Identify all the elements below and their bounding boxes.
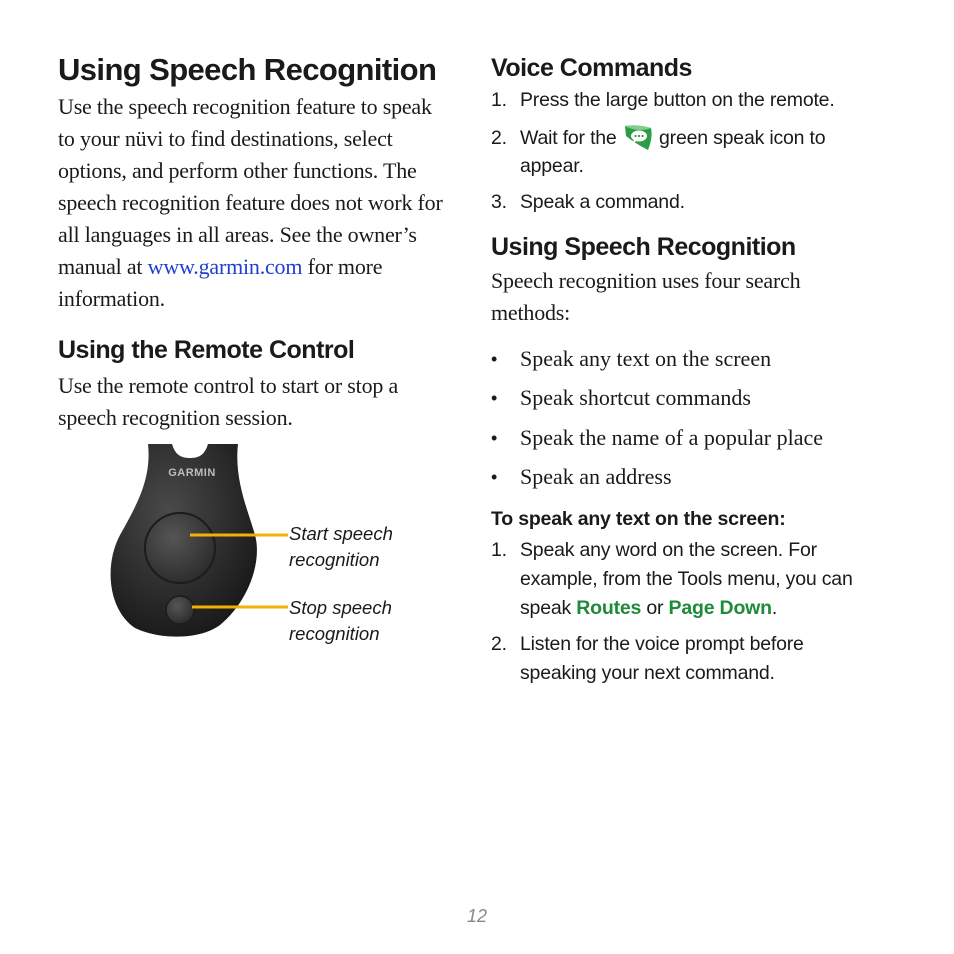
step-number: 2. xyxy=(491,633,507,655)
bullet: • xyxy=(491,427,498,448)
stop-speech-button xyxy=(166,596,194,624)
step-text-part: . xyxy=(771,597,778,619)
list-item xyxy=(491,123,911,189)
list-item xyxy=(491,536,931,630)
remote-control-paragraph xyxy=(58,370,478,434)
list-item xyxy=(491,189,911,219)
intro-text: for more xyxy=(302,254,383,279)
step-number: 3. xyxy=(491,191,507,213)
remote-line: speech recognition session. xyxy=(58,405,293,430)
stop-speech-callout xyxy=(289,595,392,647)
garmin-website-link[interactable]: www.garmin.com xyxy=(147,254,303,279)
routes-term: Routes xyxy=(576,597,642,619)
start-speech-callout xyxy=(289,521,393,573)
intro-paragraph xyxy=(58,91,478,315)
search-methods-list xyxy=(491,346,911,503)
step-text: Listen for the voice prompt before xyxy=(520,633,804,655)
page-number: 12 xyxy=(466,906,488,926)
garmin-logo: GARMIN xyxy=(168,467,216,479)
step-text: Speak a command. xyxy=(520,191,685,213)
callout-line: Stop speech xyxy=(289,597,392,618)
bullet: • xyxy=(491,388,498,409)
method-text: Speak the name of a popular place xyxy=(520,424,823,450)
list-item xyxy=(491,425,911,464)
intro-line: speech recognition feature does not work for xyxy=(58,190,443,215)
intro-line: methods: xyxy=(491,300,571,325)
step-text: Wait for the xyxy=(520,127,622,149)
step-number: 2. xyxy=(491,127,507,149)
remote-control-heading: Using the Remote Control xyxy=(58,336,355,364)
green-speak-icon xyxy=(622,124,654,152)
callout-line: recognition xyxy=(289,549,380,570)
speech-recognition-heading: Using Speech Recognition xyxy=(491,233,796,261)
step-text: Press the large button on the remote. xyxy=(520,89,835,111)
intro-line: information. xyxy=(58,286,165,311)
step-text: example, from the Tools menu, you can xyxy=(520,568,853,590)
step-text: Speak any word on the screen. For xyxy=(520,539,817,561)
voice-commands-steps xyxy=(491,88,911,219)
step-text-part: or xyxy=(641,597,669,619)
step-text-part: speak xyxy=(520,597,577,619)
page-down-term: Page Down xyxy=(668,597,772,619)
step-text: appear. xyxy=(520,155,584,177)
start-speech-button xyxy=(145,513,215,583)
intro-line xyxy=(58,251,478,283)
intro-line: Use the speech recognition feature to speak xyxy=(58,94,432,119)
intro-line: all languages in all areas. See the owner’s xyxy=(58,222,417,247)
intro-line: Speech recognition uses four search xyxy=(491,268,801,293)
method-text: Speak shortcut commands xyxy=(520,385,751,411)
step-number: 1. xyxy=(491,89,507,111)
list-item xyxy=(491,88,911,123)
step-text: speaking your next command. xyxy=(520,662,775,684)
remote-control-figure xyxy=(100,440,300,645)
step-number: 1. xyxy=(491,539,507,561)
procedure-steps xyxy=(491,536,931,688)
bullet: • xyxy=(491,349,498,369)
callout-line: Start speech xyxy=(289,523,393,544)
list-item xyxy=(491,346,911,385)
procedure-heading: To speak any text on the screen: xyxy=(491,508,786,530)
intro-line: to your nüvi to find destinations, select xyxy=(58,126,393,151)
method-text: Speak any text on the screen xyxy=(520,346,772,371)
list-item xyxy=(491,464,911,503)
step-text: green speak icon to xyxy=(653,127,826,149)
remote-line: Use the remote control to start or stop a xyxy=(58,373,399,398)
list-item xyxy=(491,630,931,688)
page-title: Using Speech Recognition xyxy=(58,52,437,87)
callout-line: recognition xyxy=(289,623,380,644)
speech-recognition-intro xyxy=(491,265,911,329)
voice-commands-heading: Voice Commands xyxy=(491,54,692,82)
intro-line: options, and perform other functions. The xyxy=(58,158,417,183)
bullet: • xyxy=(491,466,498,487)
intro-text: manual at xyxy=(58,254,148,279)
step-text xyxy=(520,594,931,623)
method-text: Speak an address xyxy=(520,463,672,489)
list-item xyxy=(491,385,911,424)
